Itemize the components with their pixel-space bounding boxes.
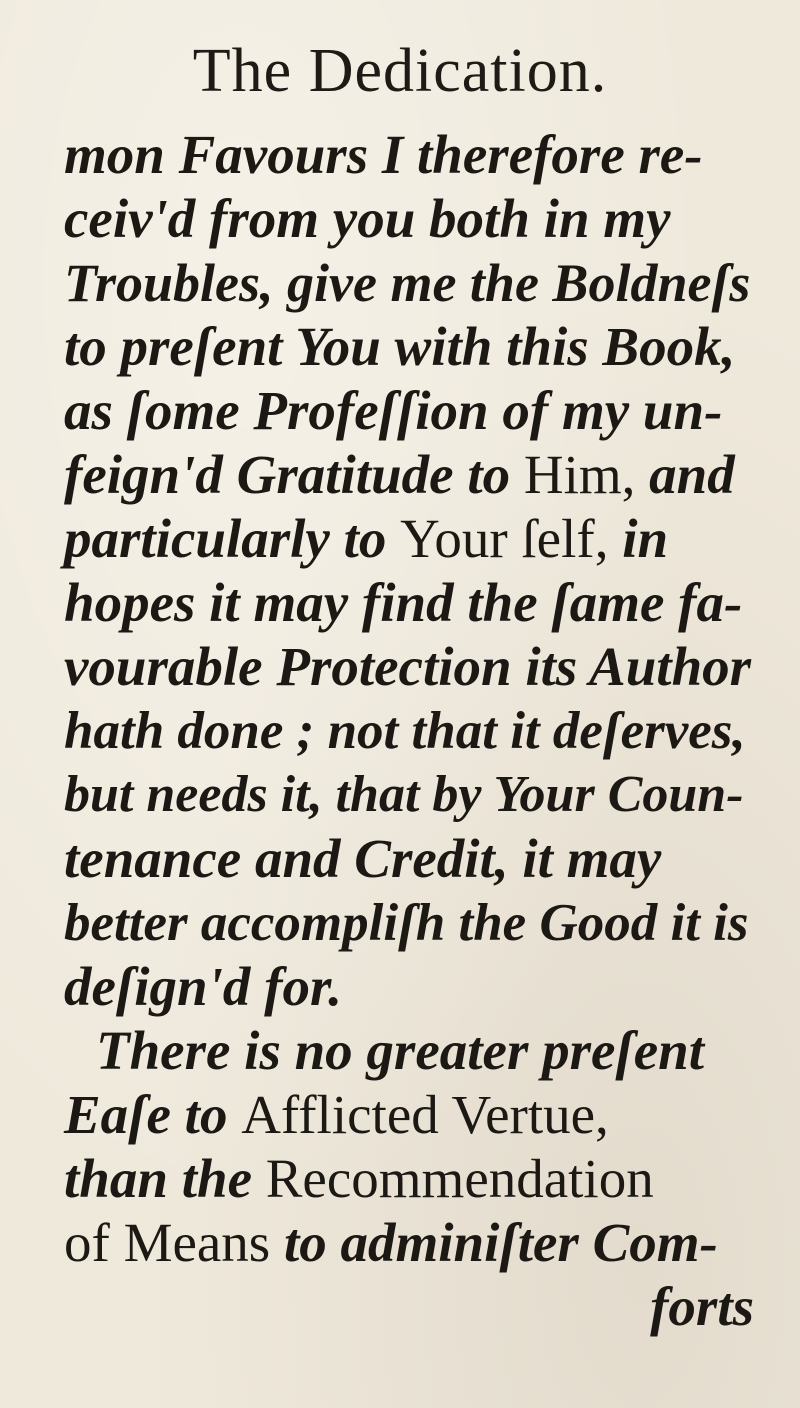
text-segment: than the	[64, 1148, 266, 1209]
text-segment: in	[608, 508, 669, 569]
text-line	[64, 1208, 754, 1278]
catchword	[64, 1272, 754, 1342]
text-segment-roman: of Means	[64, 1212, 284, 1273]
text-line	[64, 504, 754, 574]
text-line	[64, 440, 754, 510]
text-segment: to preſent You with this Book,	[64, 316, 736, 377]
text-line	[64, 120, 754, 190]
text-line	[64, 376, 754, 446]
text-segment: Eaſe to	[64, 1084, 242, 1145]
text-line	[64, 1144, 754, 1214]
text-segment: better accompliſh the Good it is	[64, 894, 749, 952]
text-line	[64, 248, 754, 318]
text-segment-roman: Recommendation	[265, 1148, 654, 1209]
text-segment: tenance and Credit, it may	[64, 828, 662, 889]
text-segment: to adminiſter Com-	[283, 1212, 718, 1273]
text-line	[64, 952, 754, 1022]
text-segment-roman: Afflicted Vertue,	[241, 1084, 609, 1145]
text-segment: forts	[650, 1276, 754, 1337]
text-line	[64, 888, 754, 958]
text-segment: ceiv'd from you both in my	[64, 188, 671, 249]
text-segment: vourable Protection its Author	[64, 636, 752, 697]
text-segment: particularly to	[64, 508, 401, 569]
text-segment: feign'd Gratitude to	[64, 444, 524, 505]
running-head: The Dedication.	[192, 37, 608, 105]
text-segment-roman: Your ſelf,	[400, 508, 609, 569]
text-segment: There is no greater preſent	[96, 1020, 705, 1081]
text-segment-roman: Him,	[523, 444, 636, 505]
text-segment: as ſome Profeſſion of my un-	[64, 380, 723, 441]
text-segment: but needs it, that by Your Coun-	[64, 766, 744, 823]
text-line	[64, 824, 754, 894]
text-segment: and	[635, 444, 735, 505]
text-line	[64, 312, 754, 382]
text-segment: deſign'd for.	[64, 956, 343, 1017]
text-segment: Troubles, give me the Boldneſs	[64, 253, 751, 313]
text-line	[64, 184, 754, 254]
text-segment: hopes it may find the ſame fa-	[64, 572, 743, 633]
text-line	[64, 568, 754, 638]
text-line	[64, 632, 754, 702]
text-segment: mon Favours I therefore re-	[64, 124, 703, 185]
text-segment: hath done ; not that it deſerves,	[64, 702, 746, 760]
text-line	[64, 1080, 754, 1150]
text-line	[64, 696, 754, 766]
text-line	[64, 760, 754, 830]
text-line	[96, 1016, 786, 1086]
